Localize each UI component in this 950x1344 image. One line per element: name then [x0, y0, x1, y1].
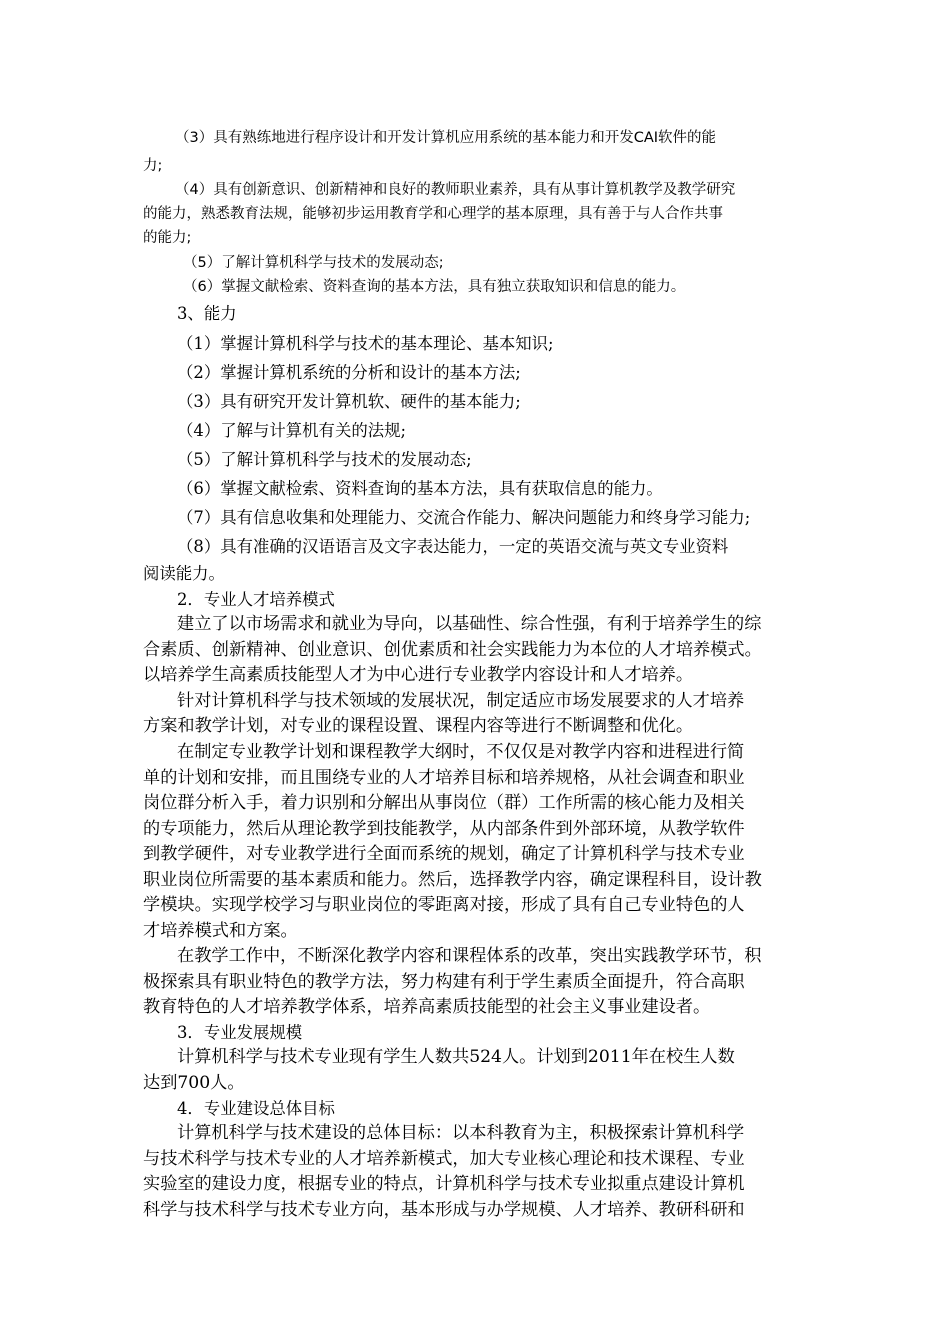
text-line: 达到700人。 [143, 1073, 245, 1093]
text-line: 实验室的建设力度，根据专业的特点，计算机科学与技术专业拟重点建设计算机 [143, 1174, 745, 1194]
text-line: 在教学工作中，不断深化教学内容和课程体系的改革，突出实践教学环节，积 [177, 946, 762, 966]
text-line: 针对计算机科学与技术领域的发展状况，制定适应市场发展要求的人才培养 [177, 691, 745, 711]
text-line: 科学与技术科学与技术专业方向，基本形成与办学规模、人才培养、教研科研和 [143, 1200, 745, 1220]
text-line: （2）掌握计算机系统的分析和设计的基本方法; [177, 363, 521, 382]
text-line: （1）掌握计算机科学与技术的基本理论、基本知识; [177, 334, 554, 353]
text-line: （6）掌握文献检索、资料查询的基本方法，具有获取信息的能力。 [177, 479, 663, 498]
text-line: （3）具有研究开发计算机软、硬件的基本能力; [177, 392, 521, 411]
text-line: （4）具有创新意识、创新精神和良好的教师职业素养，具有从事计算机教学及教学研究 [175, 182, 736, 198]
text-line: 的能力; [143, 230, 192, 246]
text-line: （8）具有准确的汉语语言及文字表达能力，一定的英语交流与英文专业资料 [177, 537, 729, 556]
text-line: 才培养模式和方案。 [143, 921, 298, 941]
text-line: 岗位群分析入手，着力识别和分解出从事岗位（群）工作所需的核心能力及相关 [143, 793, 745, 813]
text-line: 职业岗位所需要的基本素质和能力。然后，选择教学内容，确定课程科目，设计教 [143, 870, 762, 890]
text-line: 单的计划和安排，而且围绕专业的人才培养目标和培养规格，从社会调查和职业 [143, 768, 745, 788]
text-line: 方案和教学计划，对专业的课程设置、课程内容等进行不断调整和优化。 [143, 716, 694, 736]
text-line: （3）具有熟练地进行程序设计和开发计算机应用系统的基本能力和开发CAI软件的能 [175, 130, 717, 146]
text-line: （5）了解计算机科学与技术的发展动态; [177, 450, 472, 469]
text-line: 计算机科学与技术建设的总体目标：以本科教育为主，积极探索计算机科学 [177, 1123, 745, 1143]
text-line: （7）具有信息收集和处理能力、交流合作能力、解决问题能力和终身学习能力; [177, 508, 751, 527]
text-line: 极探索具有职业特色的教学方法，努力构建有利于学生素质全面提升，符合高职 [143, 972, 745, 992]
text-line: 以培养学生高素质技能型人才为中心进行专业教学内容设计和人才培养。 [143, 665, 694, 685]
text-line: （6）掌握文献检索、资料查询的基本方法，具有独立获取知识和信息的能力。 [183, 279, 686, 295]
text-line: 的专项能力，然后从理论教学到技能教学，从内部条件到外部环境，从教学软件 [143, 819, 745, 839]
text-line: 到教学硬件，对专业教学进行全面而系统的规划，确定了计算机科学与技术专业 [143, 844, 745, 864]
text-line: 4．专业建设总体目标 [177, 1099, 335, 1118]
text-line: （4）了解与计算机有关的法规; [177, 421, 407, 440]
text-line: 建立了以市场需求和就业为导向，以基础性、综合性强，有利于培养学生的综 [177, 614, 762, 634]
text-line: 计算机科学与技术专业现有学生人数共524人。计划到2011年在校生人数 [177, 1047, 735, 1067]
text-line: 阅读能力。 [143, 564, 225, 583]
text-line: 教育特色的人才培养教学体系，培养高素质技能型的社会主义事业建设者。 [143, 997, 711, 1017]
text-line: 合素质、创新精神、创业意识、创优素质和社会实践能力为本位的人才培养模式。 [143, 640, 762, 660]
text-line: 在制定专业教学计划和课程教学大纲时，不仅仅是对教学内容和进程进行简 [177, 742, 745, 762]
text-line: 的能力，熟悉教育法规，能够初步运用教育学和心理学的基本原理，具有善于与人合作共事 [143, 206, 723, 222]
text-line: 学模块。实现学校学习与职业岗位的零距离对接，形成了具有自己专业特色的人 [143, 895, 745, 915]
text-line: 3、能力 [177, 304, 237, 323]
text-line: 与技术科学与技术专业的人才培养新模式，加大专业核心理论和技术课程、专业 [143, 1149, 745, 1169]
text-line: 2．专业人才培养模式 [177, 590, 335, 609]
text-line: 3．专业发展规模 [177, 1023, 303, 1042]
text-line: 力; [143, 158, 163, 174]
text-line: （5）了解计算机科学与技术的发展动态; [183, 255, 444, 271]
